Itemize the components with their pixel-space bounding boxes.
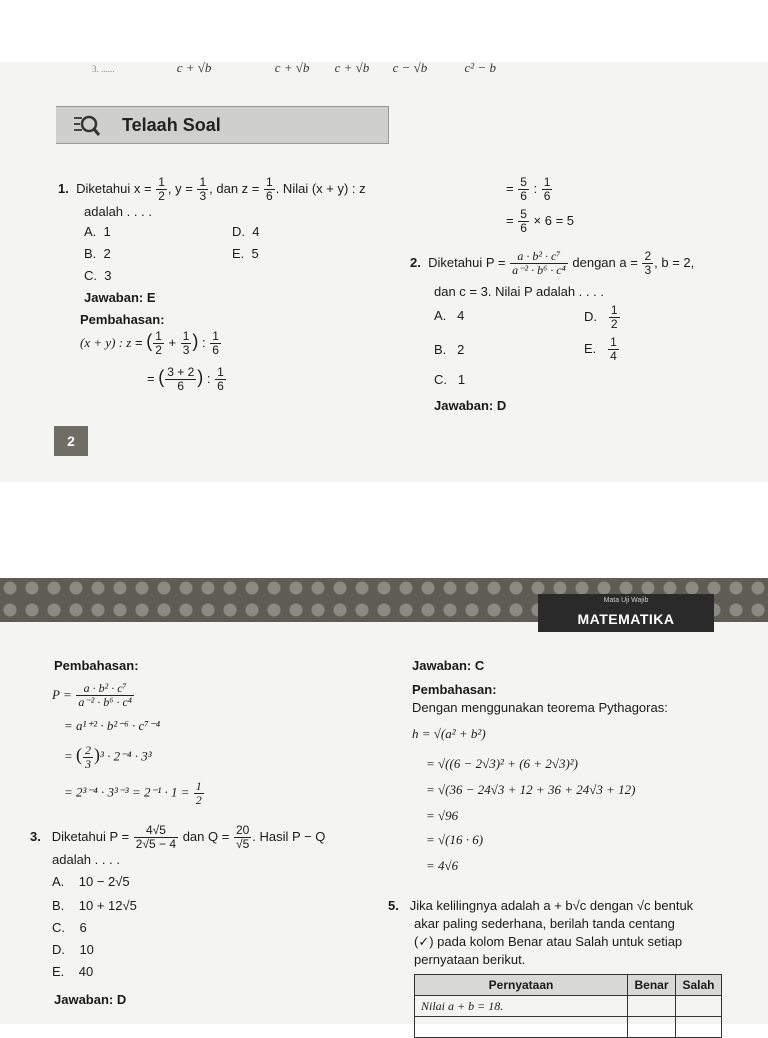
- frac-den: 2: [195, 793, 202, 807]
- frac: [210, 330, 221, 357]
- frac-num: 1: [195, 779, 202, 793]
- p2-discussion-label: Pembahasan:: [54, 658, 139, 673]
- p-lhs: P =: [52, 686, 72, 702]
- false-checkbox-cell[interactable]: [676, 1017, 722, 1038]
- option-label: E.: [52, 964, 65, 979]
- q2-option-e: [584, 336, 620, 363]
- statement-cell: Nilai a + b = 18.: [415, 996, 628, 1017]
- step-op: :: [206, 370, 211, 386]
- option-label: C.: [52, 920, 65, 935]
- q4-h6: = 4√6: [426, 858, 459, 873]
- frac-den: 2: [158, 189, 165, 203]
- q5-line3: (✓) pada kolom Benar atau Salah untuk setiap: [414, 934, 683, 949]
- top-item-4: c − √b: [392, 60, 428, 75]
- option-label: A.: [84, 224, 97, 239]
- q2-p-frac: [510, 250, 568, 277]
- frac: [181, 330, 192, 357]
- frac-num: 1: [199, 175, 207, 189]
- frac-num: 20: [235, 823, 250, 837]
- frac: [83, 744, 93, 771]
- frac-den: 6: [177, 379, 185, 393]
- step-rest: × 6 = 5: [533, 212, 575, 228]
- top-item-3: c + √b: [334, 60, 370, 75]
- option-label: E.: [232, 246, 245, 261]
- frac-den: 6: [266, 189, 273, 203]
- frac-num: 1: [610, 303, 618, 317]
- col-header-false: Salah: [676, 975, 722, 996]
- q4-answer: Jawaban: C: [412, 658, 485, 673]
- step-op: :: [533, 180, 538, 196]
- q2-text-b: dengan a =: [572, 254, 638, 270]
- option-value: 4: [457, 308, 465, 323]
- table-row: [415, 1017, 722, 1038]
- q4-h3: = √(36 − 24√3 + 12 + 36 + 24√3 + 12): [426, 782, 636, 797]
- option-label: B.: [84, 246, 97, 261]
- q2-text-c: , b = 2,: [654, 254, 695, 270]
- step-rest: ³ · 2⁻⁴ · 3³: [100, 748, 152, 764]
- q1-step3: [506, 176, 553, 203]
- option-value: 2: [103, 246, 111, 261]
- q1-step2: = ( $\frac{3 + 2}{6}$ ) : $\frac{1}{6}$: [147, 365, 224, 393]
- option-label: D.: [584, 308, 597, 324]
- q2-option-a: [434, 308, 464, 324]
- q1-option-e: [232, 246, 259, 262]
- q1-option-c: [84, 268, 111, 284]
- magnifier-icon: [74, 113, 100, 137]
- option-value: 40: [78, 964, 94, 979]
- frac-den: 2: [155, 343, 162, 357]
- frac-den: 2√5 − 4: [135, 837, 177, 851]
- q5-stem: [388, 898, 693, 914]
- top-item-2: c + √b: [274, 60, 310, 75]
- q1-step1: (x + y) : z = ( $\frac{1}{2}$ + $\frac{1}{3}$ ) : $\frac{1}{6}$: [80, 329, 219, 357]
- option-label: D.: [232, 224, 245, 239]
- q4-h4: = √96: [426, 808, 459, 823]
- frac-den: 6: [217, 379, 224, 393]
- q1-option-b: [84, 246, 111, 262]
- top-item-5: c² − b: [464, 60, 496, 75]
- option-label: B.: [52, 898, 65, 913]
- q1-number: 1.: [58, 180, 69, 196]
- step-eq: =: [64, 748, 73, 764]
- q3-answer: Jawaban: D: [54, 992, 127, 1007]
- true-checkbox-cell[interactable]: [628, 996, 676, 1017]
- q1-option-d: [232, 224, 259, 240]
- subject-subtitle: Mata Uji Wajib: [603, 597, 649, 604]
- q1-text-b: , y =: [167, 180, 193, 196]
- option-label: A.: [434, 308, 447, 323]
- frac-den: 3: [85, 757, 92, 771]
- q3-q-frac: [234, 824, 251, 851]
- frac-den: a⁻² · b⁶ · c⁴: [78, 695, 132, 709]
- q3-text-b: dan Q =: [182, 828, 230, 844]
- frac-den: √5: [235, 837, 250, 851]
- frac-den: 6: [520, 189, 527, 203]
- option-value: 10 − 2√5: [78, 874, 130, 889]
- step-rest: = 2³⁻⁴ · 3³⁻³ = 2⁻¹ · 1 =: [64, 784, 190, 800]
- step-eq: =: [506, 212, 514, 228]
- option-value: 1: [457, 372, 466, 387]
- q3-number: 3.: [30, 828, 41, 844]
- q5-table: [414, 974, 722, 1038]
- q2-answer: Jawaban: D: [434, 398, 507, 413]
- q1-text-e: adalah . . . .: [84, 204, 152, 219]
- true-checkbox-cell[interactable]: [628, 1017, 676, 1038]
- q2-text-d: dan c = 3. Nilai P adalah . . . .: [434, 284, 604, 299]
- q3-option-d: [52, 942, 94, 958]
- top-line-prefix: 3. ......: [92, 64, 117, 74]
- step-lhs: (x + y) : z: [80, 334, 132, 350]
- option-value: 1: [103, 224, 111, 239]
- frac-num: 1: [543, 175, 551, 189]
- frac-num: 5: [520, 207, 527, 221]
- section-heading: [56, 106, 389, 144]
- option-label: B.: [434, 342, 447, 357]
- frac-num: 4√5: [134, 824, 178, 838]
- q5-number: 5.: [388, 898, 399, 913]
- step-op: +: [168, 334, 177, 350]
- frac: [608, 336, 619, 363]
- frac: [215, 366, 226, 393]
- q1-step4: [506, 208, 574, 235]
- q1-text-c: , dan z =: [209, 180, 260, 196]
- frac-den: 6: [520, 221, 527, 235]
- option-label: E.: [584, 340, 597, 356]
- frac: [194, 780, 204, 807]
- option-value: 3: [104, 268, 112, 283]
- table-header-row: [415, 975, 722, 996]
- q3-p-frac: [134, 824, 178, 851]
- frac-num: 1: [155, 329, 162, 343]
- frac-num: 1: [610, 335, 617, 349]
- q1-stem: [58, 176, 366, 203]
- step-eq: =: [147, 370, 155, 386]
- q3-option-a: [52, 874, 130, 890]
- q5-line2: akar paling sederhana, berilah tanda centang: [414, 916, 675, 931]
- option-label: C.: [84, 268, 97, 283]
- h-value: √(a² + b²): [433, 726, 486, 741]
- q1-text-d: . Nilai (x + y) : z: [275, 180, 366, 196]
- false-checkbox-cell[interactable]: [676, 996, 722, 1017]
- option-value: 6: [79, 920, 87, 935]
- statement-cell: [415, 1017, 628, 1038]
- q4-intro: Dengan menggunakan teorema Pythagoras:: [412, 700, 668, 715]
- frac: [76, 682, 134, 709]
- q1-y-frac: [197, 176, 208, 203]
- q3-text-d: adalah . . . .: [52, 852, 120, 867]
- option-value: 5: [251, 246, 259, 261]
- frac-den: 3: [199, 189, 207, 203]
- q2-option-c: [434, 372, 465, 388]
- frac-den: 6: [543, 189, 551, 203]
- q1-option-a: [84, 224, 111, 240]
- q1-answer: Jawaban: E: [84, 290, 156, 305]
- frac-den: 3: [182, 343, 190, 357]
- q1-discussion-label: Pembahasan:: [80, 312, 165, 327]
- q2-option-d: [584, 304, 621, 331]
- q1-text-a: Diketahui x =: [76, 180, 152, 196]
- q3-option-c: [52, 920, 87, 936]
- q5-line1: Jika kelilingnya adalah a + b√c dengan √c bentuk: [409, 898, 694, 913]
- q3-text-a: Diketahui P =: [51, 828, 130, 844]
- section-title: Telaah Soal: [122, 115, 221, 135]
- option-value: 4: [252, 224, 260, 239]
- q3-text-c: . Hasil P − Q: [252, 828, 326, 844]
- frac-den: 2: [610, 317, 618, 331]
- frac-num: 3 + 2: [167, 365, 195, 379]
- h-lhs: h =: [412, 726, 431, 741]
- p2-p-def: [52, 682, 135, 709]
- frac-num: 1: [158, 175, 165, 189]
- frac-num: 5: [520, 175, 527, 189]
- q3-stem: [30, 824, 325, 851]
- option-label: C.: [434, 372, 447, 387]
- q4-h5: = √(16 · 6): [426, 832, 484, 847]
- step-op: :: [202, 334, 206, 350]
- q1-z-frac: [264, 176, 275, 203]
- q3-option-b: [52, 898, 137, 914]
- page-number: 2: [54, 426, 88, 456]
- frac: [609, 304, 620, 331]
- p2-line2: = a¹⁺² · b²⁻⁶ · c⁷⁻⁴: [64, 718, 161, 733]
- frac: [542, 176, 553, 203]
- frac-den: a⁻² · b⁶ · c⁴: [512, 263, 566, 277]
- col-header-true: Benar: [628, 975, 676, 996]
- p2-line4: [64, 780, 205, 807]
- frac-num: 1: [212, 329, 219, 343]
- frac-den: 4: [610, 349, 617, 363]
- col-header-statement: Pernyataan: [415, 975, 628, 996]
- frac-num: a · b² · c⁷: [76, 682, 134, 696]
- top-item-1: c + √b: [176, 60, 212, 75]
- q5-line4: pernyataan berikut.: [414, 952, 526, 967]
- p2-line3: = ( $\frac{2}{3}$ )³ · 2⁻⁴ · 3³: [64, 743, 152, 771]
- subject-header: [538, 594, 714, 632]
- frac: [518, 208, 529, 235]
- frac-num: 1: [217, 365, 224, 379]
- frac: [165, 366, 196, 393]
- option-value: 2: [457, 342, 465, 357]
- frac-num: 2: [85, 743, 92, 757]
- q4-discussion-label: Pembahasan:: [412, 682, 497, 697]
- option-value: 10: [79, 942, 94, 957]
- frac-num: 2: [644, 249, 652, 263]
- frac-num: 1: [182, 329, 190, 343]
- q4-h1: [412, 726, 486, 742]
- frac-num: a · b² · c⁷: [510, 250, 568, 264]
- option-value: 10 + 12√5: [78, 898, 137, 913]
- q2-option-b: [434, 342, 464, 358]
- q2-stem: [410, 250, 694, 277]
- frac: [518, 176, 529, 203]
- step-eq: =: [134, 334, 143, 350]
- frac-num: 1: [266, 175, 273, 189]
- q1-x-frac: [156, 176, 167, 203]
- q2-text-a: Diketahui P =: [428, 254, 506, 270]
- option-label: A.: [52, 874, 65, 889]
- frac-den: 6: [212, 343, 219, 357]
- q2-a-frac: [642, 250, 653, 277]
- q4-h2: = √((6 − 2√3)² + (6 + 2√3)²): [426, 756, 579, 771]
- step-eq: =: [506, 180, 514, 196]
- option-label: D.: [52, 942, 65, 957]
- table-row: [415, 996, 722, 1017]
- frac: [153, 330, 164, 357]
- top-line: [92, 60, 496, 76]
- q2-number: 2.: [410, 254, 421, 270]
- subject-title: MATEMATIKA: [577, 611, 675, 627]
- q3-option-e: [52, 964, 93, 980]
- frac-den: 3: [644, 263, 652, 277]
